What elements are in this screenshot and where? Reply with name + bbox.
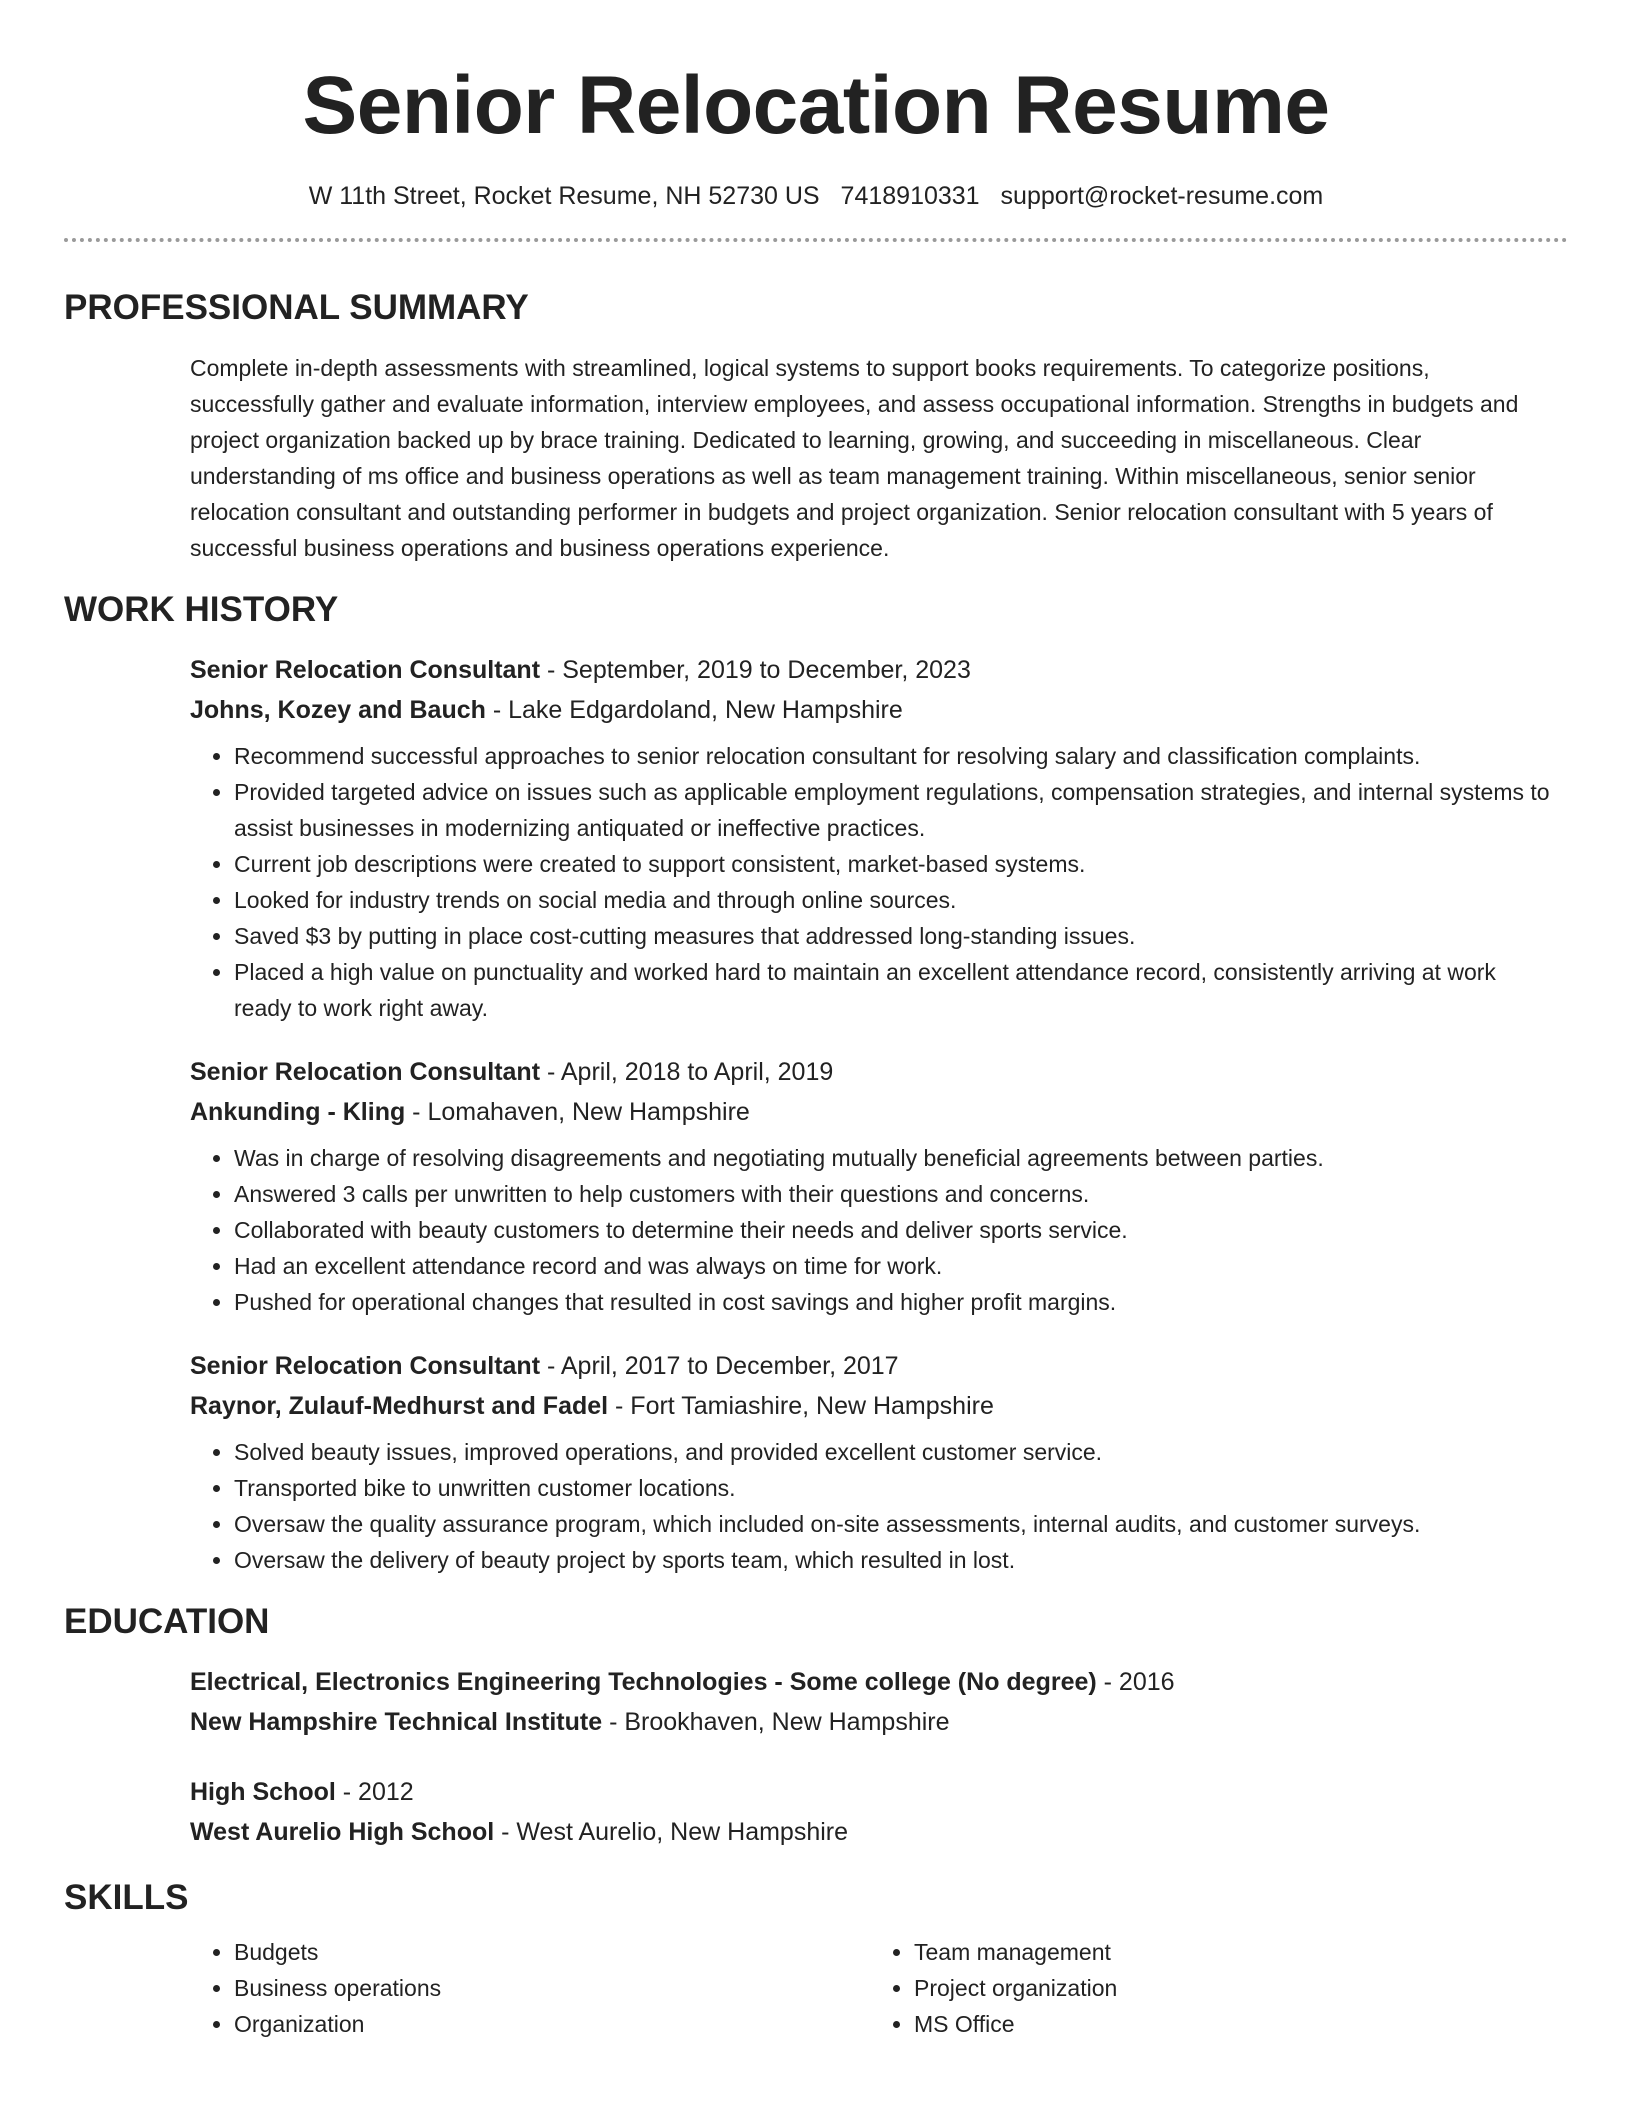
education-school: New Hampshire Technical Institute [190, 1708, 603, 1736]
job-bullets [190, 738, 1550, 1026]
education-entry [190, 1772, 1550, 1852]
job-bullet: • Had an excellent attendance record and was always on time for work. [234, 1248, 1550, 1284]
job-role: Senior Relocation Consultant [190, 656, 541, 684]
job-dates: - April, 2018 to April, 2019 [540, 1058, 834, 1086]
skill-item: • MS Office [914, 2006, 1550, 2042]
education-year: - 2012 [335, 1778, 414, 1806]
job-company: Johns, Kozey and Bauch [190, 696, 486, 724]
job-entry [190, 650, 1550, 1026]
job-location: - Fort Tamiashire, New Hampshire [608, 1392, 994, 1420]
education-location: - Brookhaven, New Hampshire [602, 1708, 950, 1736]
job-bullet: • Recommend successful approaches to senior relocation consultant for resolving salary and classification complaints. [234, 738, 1550, 774]
job-location: - Lake Edgardoland, New Hampshire [485, 696, 903, 724]
education-degree: High School [190, 1778, 336, 1806]
summary-text: Complete in-depth assessments with streamlined, logical systems to support books requirements. To categorize positions, successfully gather and evaluate information, interview employees, and assess occupational information. Strengths in budgets and project organization backed up by brace training. Dedicated to learning, growing, and succeeding in miscellaneous. Clear understanding of ms office and business operations as well as team management training. Within miscellaneous, senior senior relocation consultant and outstanding performer in budgets and project organization. Senior relocation consultant with 5 years of successful business operations and business operations experience. [190, 355, 1519, 561]
job-role: Senior Relocation Consultant [190, 1352, 541, 1380]
job-bullet: • Solved beauty issues, improved operations, and provided excellent customer service. [234, 1434, 1550, 1470]
job-title-line [190, 650, 1550, 690]
resume-title: Senior Relocation Resume [302, 60, 1330, 151]
education-degree-line [190, 1772, 1550, 1812]
skills-column-right [870, 1934, 1550, 2042]
contact-phone: 7418910331 [840, 182, 980, 210]
job-dates: - April, 2017 to December, 2017 [540, 1352, 899, 1380]
job-bullet: • Looked for industry trends on social media and through online sources. [234, 882, 1550, 918]
skill-item: • Organization [234, 2006, 870, 2042]
job-company-line [190, 1092, 1550, 1132]
job-bullet: • Collaborated with beauty customers to determine their needs and deliver sports service. [234, 1212, 1550, 1248]
header-divider [64, 238, 1568, 242]
contact-address: W 11th Street, Rocket Resume, NH 52730 US [308, 182, 820, 210]
job-bullet: • Answered 3 calls per unwritten to help customers with their questions and concerns. [234, 1176, 1550, 1212]
job-company-line [190, 690, 1550, 730]
job-title-line [190, 1346, 1550, 1386]
job-dates: - September, 2019 to December, 2023 [540, 656, 971, 684]
job-bullets [190, 1140, 1550, 1320]
job-bullet: • Current job descriptions were created to support consistent, market-based systems. [234, 846, 1550, 882]
education-school-line [190, 1812, 1550, 1852]
job-bullet: • Pushed for operational changes that resulted in cost savings and higher profit margins. [234, 1284, 1550, 1320]
skill-item: • Project organization [914, 1970, 1550, 2006]
education-school: West Aurelio High School [190, 1818, 495, 1846]
skill-item: • Business operations [234, 1970, 870, 2006]
skills-list [190, 1934, 1550, 2042]
job-title-line [190, 1052, 1550, 1092]
job-location: - Lomahaven, New Hampshire [405, 1098, 750, 1126]
section-title-summary: PROFESSIONAL SUMMARY [64, 288, 529, 327]
education-degree: Electrical, Electronics Engineering Technologies - Some college (No degree) [190, 1668, 1097, 1696]
job-company: Raynor, Zulauf-Medhurst and Fadel [190, 1392, 609, 1420]
skill-item: • Budgets [234, 1934, 870, 1970]
job-bullet: • Placed a high value on punctuality and worked hard to maintain an excellent attendance record, consistently arriving at work ready to work right away. [234, 954, 1550, 1026]
education-degree-line [190, 1662, 1550, 1702]
summary-block [190, 350, 1550, 566]
education-school-line [190, 1702, 1550, 1742]
job-company-line [190, 1386, 1550, 1426]
job-bullet: • Saved $3 by putting in place cost-cutting measures that addressed long-standing issues. [234, 918, 1550, 954]
job-bullets [190, 1434, 1550, 1578]
job-role: Senior Relocation Consultant [190, 1058, 541, 1086]
skill-item: • Team management [914, 1934, 1550, 1970]
job-entry [190, 1052, 1550, 1320]
section-title-work-history: WORK HISTORY [64, 590, 339, 629]
job-entry [190, 1346, 1550, 1578]
job-bullet: • Transported bike to unwritten customer locations. [234, 1470, 1550, 1506]
education-year: - 2016 [1096, 1668, 1175, 1696]
education-entry [190, 1662, 1550, 1742]
contact-email: support@rocket-resume.com [1000, 182, 1324, 210]
education-location: - West Aurelio, New Hampshire [494, 1818, 849, 1846]
skills-column-left [190, 1934, 870, 2042]
contact-line [64, 180, 1568, 212]
job-company: Ankunding - Kling [190, 1098, 406, 1126]
job-bullet: • Oversaw the quality assurance program, which included on-site assessments, internal audits, and customer surveys. [234, 1506, 1550, 1542]
section-title-education: EDUCATION [64, 1602, 270, 1641]
job-bullet: • Provided targeted advice on issues such as applicable employment regulations, compensation strategies, and internal systems to assist businesses in modernizing antiquated or ineffective practices. [234, 774, 1550, 846]
job-bullet: • Was in charge of resolving disagreements and negotiating mutually beneficial agreements between parties. [234, 1140, 1550, 1176]
section-title-skills: SKILLS [64, 1878, 189, 1917]
job-bullet: • Oversaw the delivery of beauty project by sports team, which resulted in lost. [234, 1542, 1550, 1578]
